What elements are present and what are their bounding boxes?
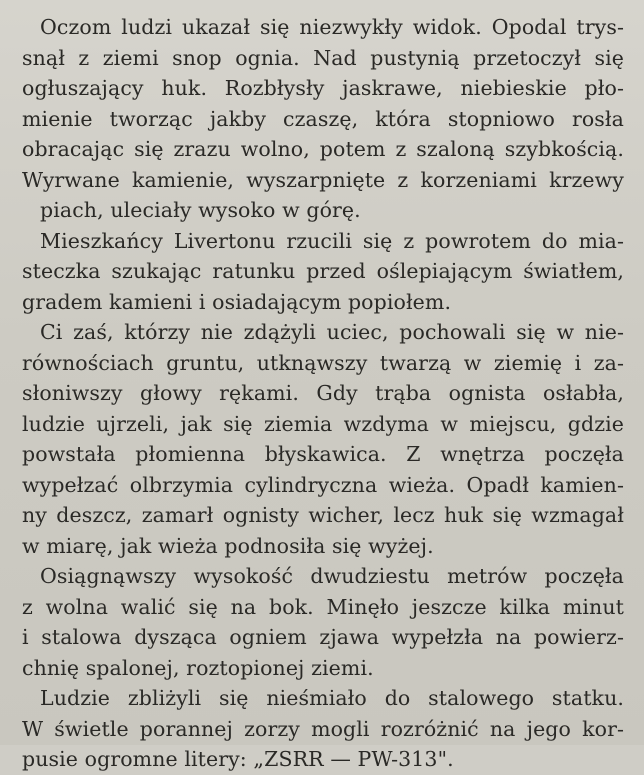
text-line: chnię spalonej, roztopionej ziemi. <box>22 655 374 680</box>
text-line: równościach gruntu, utknąwszy twarzą w ziemię i za- <box>22 350 624 375</box>
text-line: Ludzie zbliżyli się nieśmiało do stalowego statku. <box>40 686 624 710</box>
text-line: Wyrwane kamienie, wyszarpnięte z korzeniami krzewy <box>22 167 624 192</box>
text-line: w miarę, jak wieża podnosiła się wyżej. <box>22 533 434 558</box>
text-line: Oczom ludzi ukazał się niezwykły widok. Opodal trys- <box>40 15 624 39</box>
text-line: słoniwszy głowy rękami. Gdy trąba ognista osłabła, <box>22 381 624 405</box>
text-line: ludzie ujrzeli, jak się ziemia wzdyma w miejscu, gdzie <box>22 411 624 436</box>
text-line: Osiągnąwszy wysokość dwudziestu metrów poczęła <box>40 564 624 588</box>
text-line: ogłuszający huk. Rozbłysły jaskrawe, niebieskie pło- <box>22 76 624 100</box>
text-line: W świetle porannej zorzy mogli rozróżnić na jego kor- <box>22 716 624 741</box>
text-line: gradem kamieni i osiadającym popiołem. <box>22 289 452 314</box>
text-line: powstała płomienna błyskawica. Z wnętrza poczęła <box>22 442 624 466</box>
text-line: pusie ogromne litery: „ZSRR — PW-313". <box>22 747 454 771</box>
text-line: snął z ziemi snop ognia. Nad pustynią przetoczył się <box>22 45 624 70</box>
text-line: steczka szukając ratunku przed oślepiającym światłem, <box>22 259 624 283</box>
text-line: mienie tworząc jakby czaszę, która stopniowo rosła <box>22 106 624 131</box>
text-line: piach, uleciały wysoko w górę. <box>40 198 361 222</box>
text-line: wypełzać olbrzymia cylindryczna wieża. Opadł kamien- <box>22 472 624 497</box>
text-line: i stalowa dysząca ogniem zjawa wypełzła na powierz- <box>22 625 624 649</box>
page-text <box>22 12 624 775</box>
text-line: ny deszcz, zamarł ognisty wicher, lecz huk się wzmagał <box>22 503 624 527</box>
text-line: Ci zaś, którzy nie zdążyli uciec, pochowali się w nie- <box>40 320 624 344</box>
text-line: Mieszkańcy Livertonu rzucili się z powrotem do mia- <box>40 228 624 253</box>
text-line: z wolna walić się na bok. Minęło jeszcze kilka minut <box>22 594 624 619</box>
text-line: obracając się zrazu wolno, potem z szaloną szybkością. <box>22 137 624 161</box>
